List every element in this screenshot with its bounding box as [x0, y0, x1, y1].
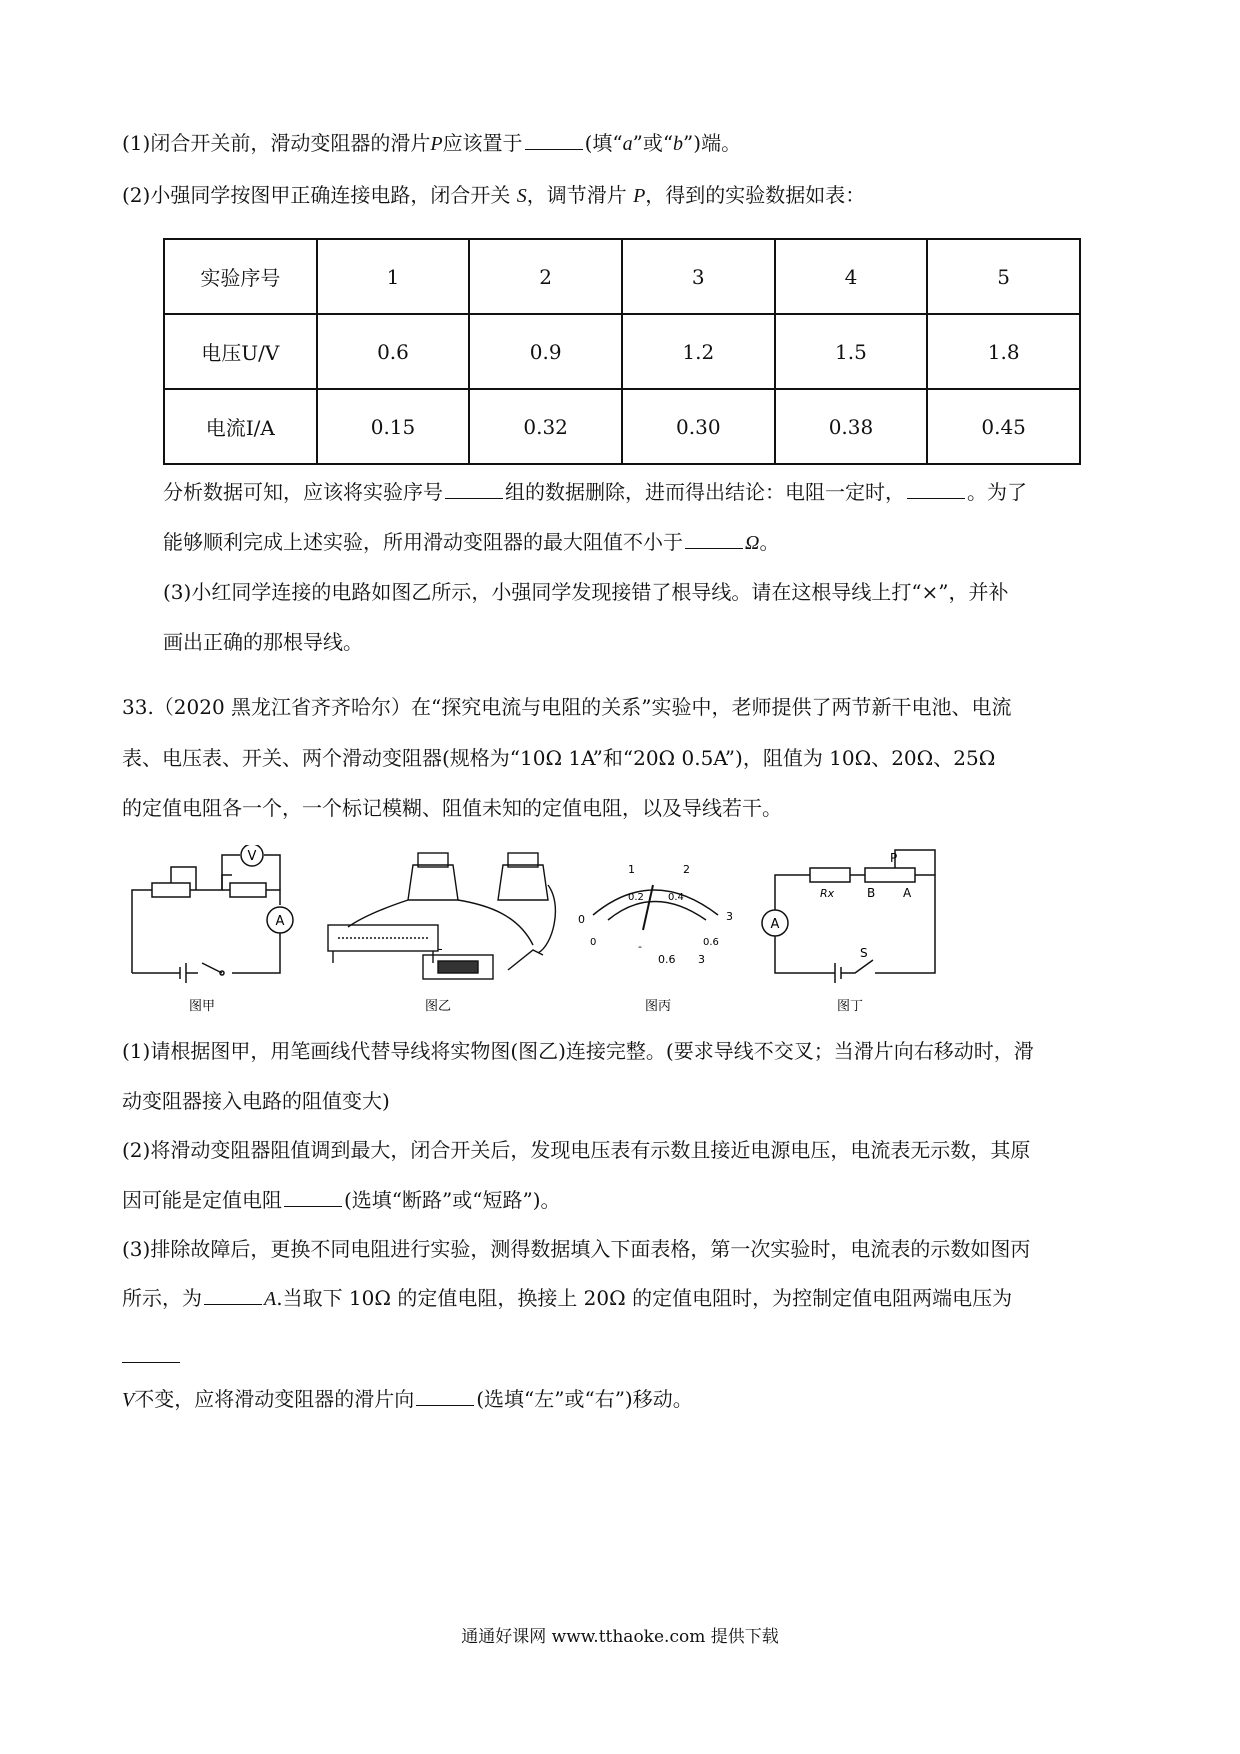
answer-blank[interactable] [685, 528, 743, 549]
q33-part1-line2: 动变阻器接入电路的阻值变大) [122, 1089, 390, 1113]
scale-bottom-3: 0.6 [703, 937, 719, 948]
q33-part2-line1: (2)将滑动变阻器阻值调到最大，闭合开关后，发现电压表有示数且接近电源电压，电流表无示数，其原 [122, 1138, 1031, 1162]
q33-part3-line1: (3)排除故障后，更换不同电阻进行实验，测得数据填入下面表格，第一次实验时，电流表的示数如图丙 [122, 1237, 1031, 1261]
figure-yi-apparatus [318, 845, 558, 1015]
terminal-b-label: B [867, 886, 876, 900]
ammeter-label: A [275, 914, 285, 929]
figure-caption: 图丙 [644, 999, 672, 1014]
scale-top-0: 0 [578, 913, 585, 926]
q32-part3-line1: (3)小红同学连接的电路如图乙所示，小强同学发现接错了根导线。请在这根导线上打“×”，并补 [163, 580, 1009, 604]
table-cell: 1.2 [622, 314, 775, 389]
q33-part2-line2: 因可能是定值电阻 (选填“断路”或“短路”)。 [122, 1188, 561, 1212]
table-cell: 0.32 [469, 389, 622, 464]
table-row [164, 389, 1080, 464]
experiment-data-table [163, 238, 1081, 465]
q33-part1-line1: (1)请根据图甲，用笔画线代替导线将实物图(图乙)连接完整。(要求导线不交叉；当滑片向右移动时，滑 [122, 1039, 1034, 1063]
table-cell: 3 [622, 239, 775, 314]
answer-blank[interactable] [122, 1362, 180, 1363]
terminal-3: 3 [698, 953, 705, 966]
scale-top-1: 1 [628, 863, 635, 876]
table-cell: 0.15 [317, 389, 470, 464]
answer-blank[interactable] [284, 1186, 342, 1207]
table-cell: 0.38 [775, 389, 928, 464]
scale-bottom-1: 0.2 [628, 892, 644, 903]
q32-part1: (1)闭合开关前，滑动变阻器的滑片P应该置于 (填“a”或“b”)端。 [122, 131, 742, 155]
answer-blank[interactable] [907, 478, 965, 499]
answer-blank[interactable] [525, 129, 583, 150]
figure-ding-circuit [755, 845, 955, 1015]
q32-part2: (2)小强同学按图甲正确连接电路，闭合开关 S，调节滑片 P，得到的实验数据如表： [122, 183, 866, 207]
figure-caption: 图乙 [424, 999, 452, 1014]
q33-intro-line3: 的定值电阻各一个，一个标记模糊、阻值未知的定值电阻，以及导线若干。 [122, 796, 782, 820]
table-cell: 2 [469, 239, 622, 314]
table-cell: 1 [317, 239, 470, 314]
table-cell: 0.45 [927, 389, 1080, 464]
q32-analysis-line2: 能够顺利完成上述实验，所用滑动变阻器的最大阻值不小于 Ω。 [163, 530, 780, 554]
answer-blank[interactable] [416, 1385, 474, 1406]
figure-bing-ammeter-scale [568, 845, 748, 1015]
voltmeter-label: V [247, 849, 257, 864]
table-cell: 4 [775, 239, 928, 314]
table-cell: 0.6 [317, 314, 470, 389]
table-cell: 5 [927, 239, 1080, 314]
q33-intro-line1: 33.（2020 黑龙江省齐齐哈尔）在“探究电流与电阻的关系”实验中，老师提供了两节新干电池、电流 [122, 695, 1012, 719]
q32-part3-line2: 画出正确的那根导线。 [163, 630, 363, 654]
figure-caption: 图甲 [188, 999, 216, 1014]
q32-analysis-line1: 分析数据可知，应该将实验序号 组的数据删除，进而得出结论：电阻一定时， 。为了 [163, 480, 1027, 504]
table-cell: 1.5 [775, 314, 928, 389]
table-cell: 实验序号 [164, 239, 317, 314]
battery-minus-label: - [438, 942, 443, 957]
slider-p-label: P [890, 851, 898, 865]
switch-s-label: S [860, 946, 868, 960]
answer-blank[interactable] [204, 1284, 262, 1305]
table-cell: 0.30 [622, 389, 775, 464]
ammeter-label: A [770, 917, 780, 932]
terminal-0-6: 0.6 [658, 953, 676, 966]
scale-bottom-2: 0.4 [668, 892, 684, 903]
table-row [164, 239, 1080, 314]
table-row [164, 314, 1080, 389]
q33-intro-line2: 表、电压表、开关、两个滑动变阻器(规格为“10Ω 1A”和“20Ω 0.5A”)，阻值为 10Ω、20Ω、25Ω [122, 746, 996, 770]
scale-top-3: 3 [726, 910, 733, 923]
figure-jia-circuit-diagram [122, 845, 302, 1015]
answer-blank[interactable] [445, 478, 503, 499]
scale-top-2: 2 [683, 863, 690, 876]
table-cell: 电流I/A [164, 389, 317, 464]
table-cell: 0.9 [469, 314, 622, 389]
q33-part3-line3: V不变，应将滑动变阻器的滑片向 (选填“左”或“右”)移动。 [122, 1387, 693, 1411]
table-cell: 电压U/V [164, 314, 317, 389]
page-footer: 通通好课网 www.tthaoke.com 提供下载 [461, 1627, 779, 1647]
terminal-a-label: A [903, 886, 912, 900]
figure-caption: 图丁 [836, 999, 864, 1014]
q33-part3-line2: 所示，为 A.当取下 10Ω 的定值电阻，换接上 20Ω 的定值电阻时，为控制定值电阻两端电压为 [122, 1286, 1013, 1310]
table-cell: 1.8 [927, 314, 1080, 389]
terminal-minus: - [638, 940, 642, 953]
scale-bottom-0: 0 [590, 937, 597, 948]
rx-label: Rx [820, 887, 835, 900]
